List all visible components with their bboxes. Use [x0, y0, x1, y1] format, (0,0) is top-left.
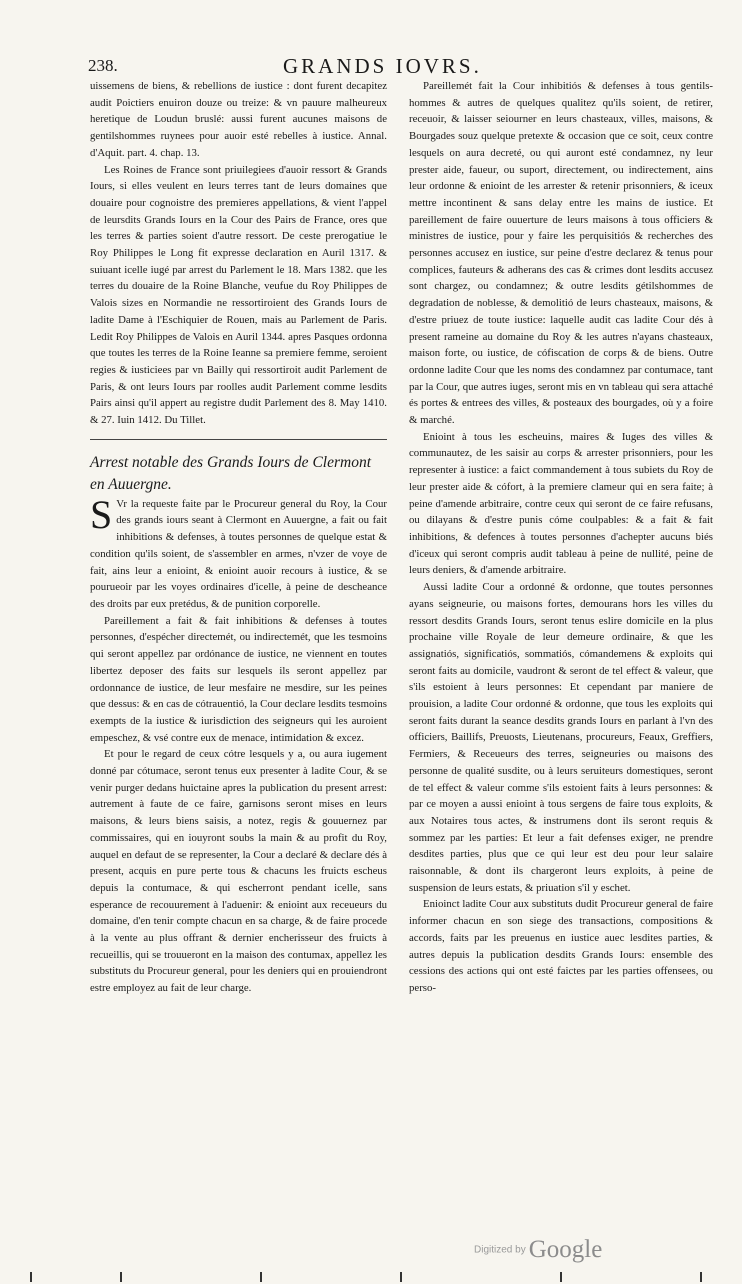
page-number: 238.: [88, 56, 118, 75]
drop-cap-letter: S: [90, 491, 113, 537]
google-logo: Google: [528, 1236, 603, 1263]
edge-mark: [700, 1272, 702, 1282]
paragraph: Les Roines de France sont priuilegiees d'auoir ressort & Grands Iours, si elles veulent en leurs terres tant de leurs domaines que douaire pour cognoistre des premieres appellations, & vient l'appel de leursdits Grands Iours en la Cour des Pairs de France, ores que les terres & parties soient d'autre ressort. De ceste prerogatiue le Roy Philippes le Long fit expresse declaration en Auril 1317. & suiuant icelle iugé par arrest du Parlement le 18. Mars 1382. que les terres du douaire de la Roine Blanche, veufue du Roy Philippes de Valois sizes en Normandie ne ressortiroient des Grands Iours de ladite Dame à l'Eschiquier de Rouen, mais au Parlement de Paris. Ledit Roy Philippes de Valois en Auril 1344. apres Pasques ordonna que toutes les terres de la Roine Ieanne sa premiere femme, seroient regies & iusticiees par vn Bailly qui ressortiroit audit Parlement de Paris, & ont leurs Iours par roolles audit Parlement comme lesdits Pairs ainsi qu'il appert au registre dudit Parlement des 8. May 1410. & 27. Iuin 1412. Du Tillet.: [90, 163, 387, 427]
running-title: GRANDS IOVRS.: [283, 54, 482, 78]
paragraph: Aussi ladite Cour a ordonné & ordonne, que toutes personnes ayans seigneurie, ou maisons fortes, demourans hors les villes du ressort desdits Grands Iours, seront tenus eslire domicile en la plus prochaine ville Royale de leur demeure ordinaire, & que les assignatiós, significatiós, sommatiós, cómandemens & exploits qui seront faits au domicile, vaudront & seront de tel effect & valeur, que s'ils estoient à leurs personnes: Et cependant par maniere de prouision, a ladite Cour ordonné & ordonne, que tous les exploits qui seront faits durant la seance desdits grands Iours en parlant à l'vn des officiers, Baillifs, Preuosts, Lieutenans, procureurs, Feaux, Greffiers, Fermiers, & Receueurs des terres, seigneuries ou maisons des personne de qualité susdite, ou à leurs seruiteurs domestiques, seront de tel effect & valeur comme s'ils estoient faits à leurs personnes: & par ce moyen a aussi enioint à tous sergens de faire tous exploits, & aux Notaires tous actes, & instrumens dont ils seront requis & sommez par les parties: Et leur a fait defenses exiger, ne prendre desdites parties, plus que ce qui leur est deu pour leur salaire raisonnable, & dont ils chargeront leurs exploits, à peine de suspension de leurs estats, & priuation s'il y eschet.: [409, 581, 713, 894]
page-header: [88, 54, 698, 80]
page-bottom-edge: [0, 1264, 742, 1284]
paragraph: Pareillemét fait la Cour inhibitiós & defenses à tous gentils-hommes & autres de quelques qualitez qu'ils soient, de retirer, receuoir, & laisser seiourner en leurs chasteaux, villes, maisons, & Bourgades souz quelque pretexte & occasion que ce soit, ceux contre lesquels on aura decreté, ou qui auront esté condamnez, ny leur prester aide, faueur, ou suport, directement, ou indirectement, ains leur ordonne & enioint de les arrester & retenir prisonniers, & iceux mettre incontinent & sans delay entre les mains de iustice. Et pareillement de faire ouuerture de leurs maisons à tous officiers & ministres de iustice, pour y faire les perquisitiós & recherches des personnes accusez en iustice, sur peine d'estre declarez & tenus pour complices, fauteurs & adherans des cas & crimes dont lesdits accusez sont chargez, ou condamnez; & outre lesdits gétilshommes de degradation de noblesse, & demolitió de leurs chasteaux, maisons, & d'estre priuez de toute iustice: laquelle audit cas ladite Cour dés à present rameine au domaine du Roy & les autres n'ayans chasteaux, maison forte, ou iustice, de cófiscation de corps & de biens. Outre ordonne ladite Cour que les noms des condamnez par contumace, tant par la Cour, que autres iuges, seront mis en vn tableau qui sera attaché és portes & entrees des villes, & posteaux des bourgades, où y a foire & marché.: [409, 80, 713, 427]
paragraph: Et pour le regard de ceux cótre lesquels y a, ou aura iugement donné par cótumace, seront tenus eux presenter à ladite Cour, & se venir purger dedans huictaine apres la publication du present arrest: autrement à faute de ce faire, garnisons seront mises en leurs maisons, & leurs biens saisis, a notez, regis & gouuernez par commissaires, qui en iouyront soubs la main & au profit du Roy, auquel en defaut de se representer, la Cour a declaré & declare dés à present, acquis en pure perte tous & chacuns les fruicts escheus depuis la contumace, & qui escherront pendant icelle, sans esperance de recouurement à l'aduenir: & enioint aux receueurs du domaine, d'en tenir compte chacun en sa charge, & de faire procede à la vente au plus offrant & dernier encherisseur des fruicts à recueillis, qui se trouueront en la maison des contumax, appellez les substituts du Procureur general, pour les deniers qui en prouiendront estre employez au fait de leur charge.: [90, 748, 387, 995]
paragraph: uissemens de biens, & rebellions de iustice : dont furent decapitez audit Poictiers enuiron douze ou treize: & vn pauure malheureux heretique de Loudun bruslé: aussi furent aucunes maisons de gentilshommes ruynees pour auoir esté rebelles à iustice. Annal. d'Aquit. part. 4. chap. 13.: [90, 80, 387, 159]
right-column: [409, 78, 713, 997]
edge-mark: [30, 1272, 32, 1282]
left-column: [90, 78, 387, 997]
section-divider: [90, 439, 387, 440]
paragraph: Pareillement a fait & fait inhibitions & defenses à toutes personnes, d'espécher directemét, ou indirectemét, que les tesmoins qui seront appellez par ordónance de iustice, ne viennent en toutes libertez deposer des faits sur lesquels ils seront appellez par ordonnance de iustice, de leur mesfaire ne mesdire, sur les peines que dessus: & en cas de cótrauentió, la Cour declare lesdits tesmoins exempts de la iustice & iurisdiction des seigneurs qui les auroient empeschez, & vsé contre eux de menace, intimidation & excez.: [90, 614, 387, 744]
edge-mark: [400, 1272, 402, 1282]
edge-mark: [120, 1272, 122, 1282]
digitized-footer: [474, 1236, 602, 1264]
section-heading: Arrest notable des Grands Iours de Clermont en Auuergne.: [90, 453, 371, 493]
paragraph-text: Vr la requeste faite par le Procureur general du Roy, la Cour des grands iours seant à Clermont en Auuergne, a fait ou fait inhibitions & defenses, à toutes personnes de quelque estat & condition qu'ils soient, de s'assembler en armes, n'vzer de voye de fait, ains leur a enioint, & enioint auoir recours à iustice, & se pourueoir par les voyes ordinaires d'icelle, à peine de descheance des droits par eux pretédus, & de punition corporelle.: [90, 497, 387, 610]
edge-mark: [260, 1272, 262, 1282]
paragraph: Enioinct ladite Cour aux substituts dudit Procureur general de faire informer chacun en son siege des transactions, compositions & accords, faits par les preuenus en iustice auec lesdites parties, & autres depuis la publication desdits Grands Iours: ensemble des cessions des actions qui ont esté faictes par les parties offensees, ou perso-: [409, 898, 713, 994]
digitized-by-text: Digitized by: [474, 1244, 526, 1256]
paragraph: Enioint à tous les escheuins, maires & Iuges des villes & communautez, de les saisir au corps & arrester prisonniers, pour les representer à iustice: a faict commandement à tous subiets du Roy de leur prester aide & cófort, à la premiere clameur qui en sera faite; à peine d'amende arbitraire, contre ceux qui seront de ce faire refusans, ou dilayans & d'estre punis cóme coulpables: & a fait & fait inhibitions, & defences à toutes personnes d'achepter aucuns biés d'iceux qui seront compris audit tableau à peine de nullité, peine de leurs deniers, & d'amende arbitraire.: [409, 430, 713, 577]
dropcap-paragraph: [90, 491, 387, 613]
edge-mark: [560, 1272, 562, 1282]
